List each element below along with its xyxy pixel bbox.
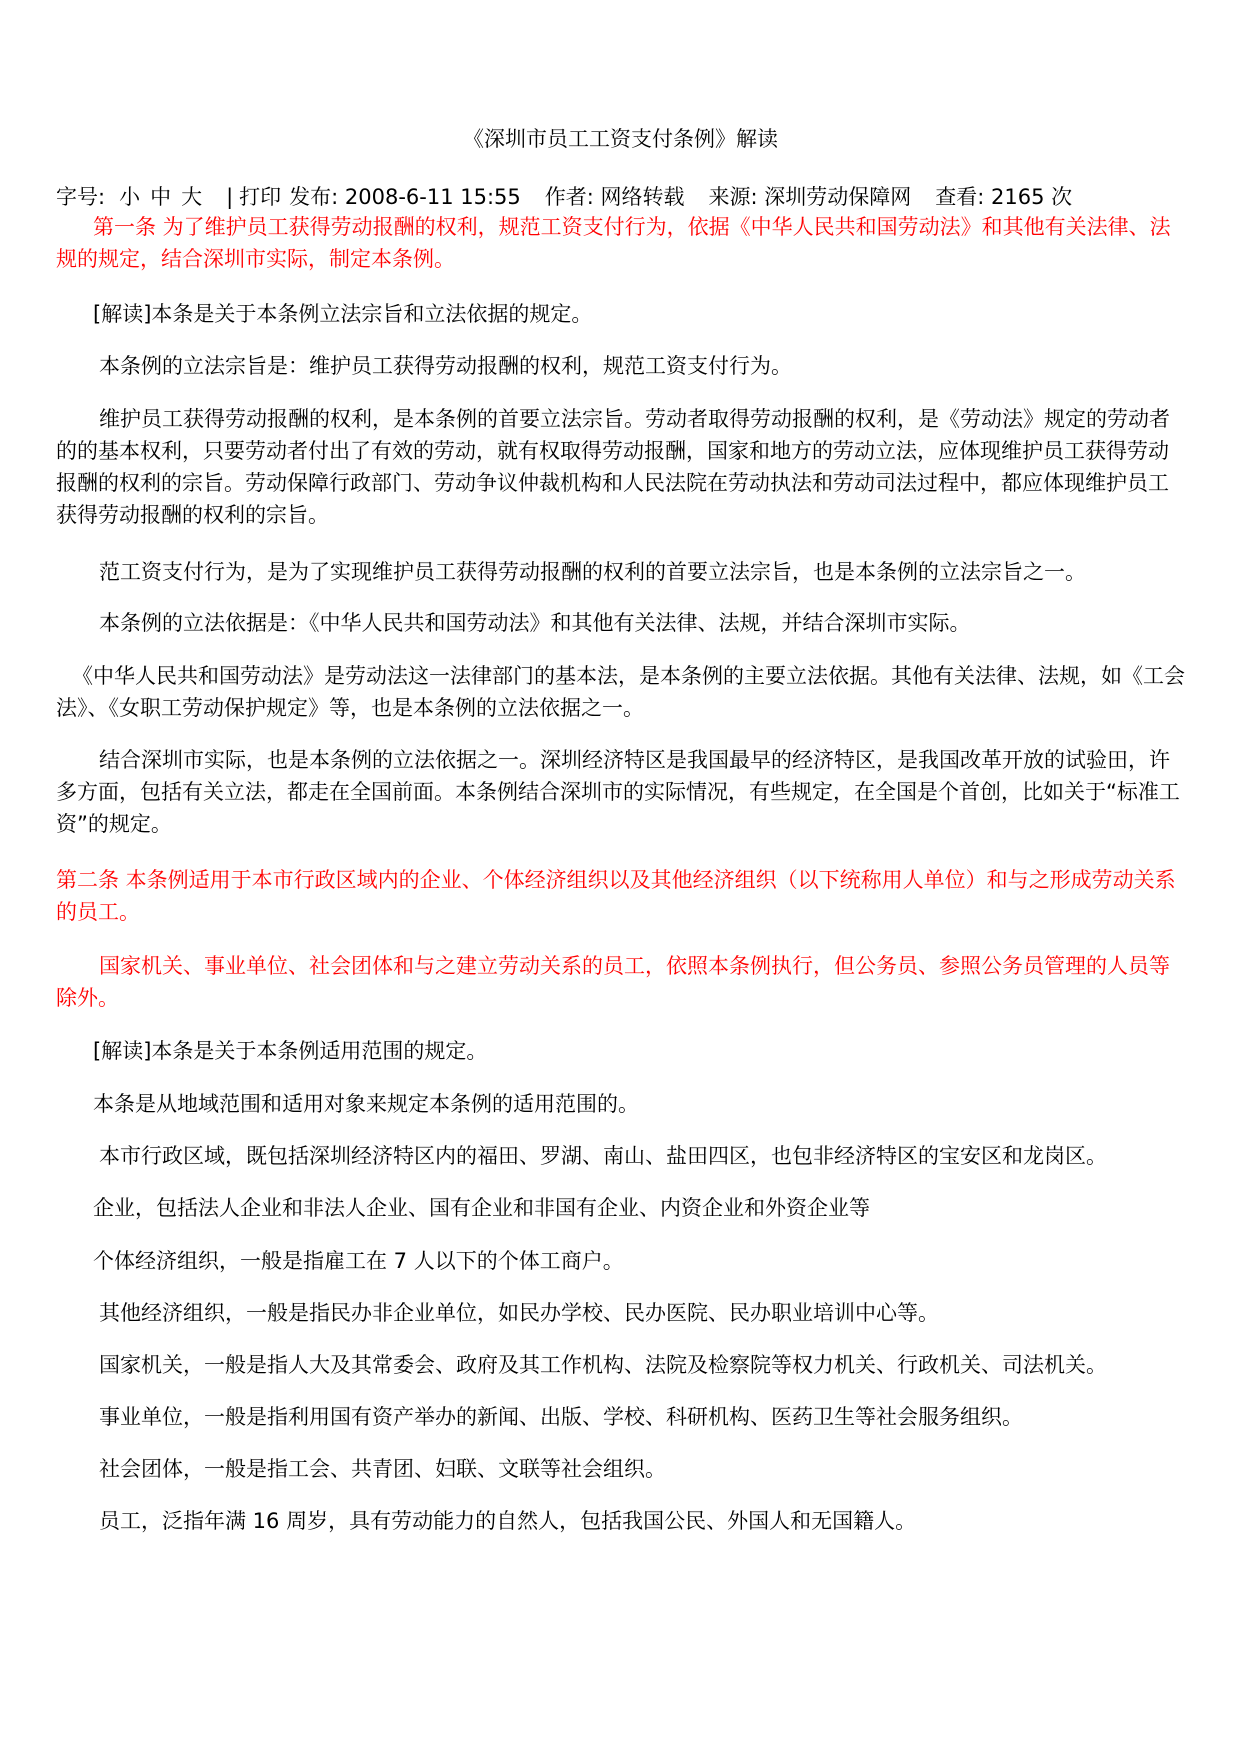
commentary-paragraph: 本条是从地域范围和适用对象来规定本条例的适用范围的。 xyxy=(93,1092,639,1116)
commentary-paragraph: 其他经济组织，一般是指民办非企业单位，如民办学校、民办医院、民办职业培训中心等。 xyxy=(99,1301,939,1325)
article-meta-bar xyxy=(56,182,1072,212)
commentary-paragraph: 本条例的立法宗旨是：维护员工获得劳动报酬的权利，规范工资支付行为。 xyxy=(99,354,792,378)
commentary-paragraph: 社会团体，一般是指工会、共青团、妇联、文联等社会组织。 xyxy=(99,1457,666,1481)
commentary-paragraph: 本条例的立法依据是：《中华人民共和国劳动法》和其他有关法律、法规，并结合深圳市实际。 xyxy=(99,611,971,635)
commentary-paragraph: 国家机关，一般是指人大及其常委会、政府及其工作机构、法院及检察院等权力机关、行政机关、司法机关。 xyxy=(99,1353,1107,1377)
article-1-text: 第一条 为了维护员工获得劳动报酬的权利，规范工资支付行为，依据《中华人民共和国劳动法》和其他有关法律、法规的规定，结合深圳市实际，制定本条例。 xyxy=(56,215,1171,271)
commentary-paragraph: 个体经济组织，一般是指雇工在 7 人以下的个体工商户。 xyxy=(93,1249,624,1273)
document-title: 《深圳市员工工资支付条例》解读 xyxy=(463,127,778,151)
article-2-text: 第二条 本条例适用于本市行政区域内的企业、个体经济组织以及其他经济组织（以下统称用人单位）和与之形成劳动关系的员工。 xyxy=(56,868,1176,924)
print-link[interactable]: 打印 xyxy=(239,185,282,209)
view-count: 查看: 2165 次 xyxy=(935,185,1073,209)
commentary-paragraph: 范工资支付行为，是为了实现维护员工获得劳动报酬的权利的首要立法宗旨，也是本条例的立法宗旨之一。 xyxy=(99,560,1086,584)
commentary-paragraph: 员工，泛指年满 16 周岁，具有劳动能力的自然人，包括我国公民、外国人和无国籍人。 xyxy=(99,1509,917,1533)
font-size-large-link[interactable]: 大 xyxy=(181,185,203,209)
commentary-paragraph: 维护员工获得劳动报酬的权利，是本条例的首要立法宗旨。劳动者取得劳动报酬的权利，是《劳动法》规定的劳动者的的基本权利，只要劳动者付出了有效的劳动，就有权取得劳动报酬，国家和地方的劳动立法，应体现维护员工获得劳动报酬的权利的宗旨。劳动保障行政部门、劳动争议仲裁机构和人民法院在劳动执法和劳动司法过程中，都应体现维护员工获得劳动报酬的权利的宗旨。 xyxy=(56,407,1170,527)
article-2-clause-2: 国家机关、事业单位、社会团体和与之建立劳动关系的员工，依照本条例执行，但公务员、参照公务员管理的人员等除外。 xyxy=(56,954,1170,1010)
font-size-medium-link[interactable]: 中 xyxy=(150,185,172,209)
commentary-paragraph: 事业单位，一般是指利用国有资产举办的新闻、出版、学校、科研机构、医药卫生等社会服务组织。 xyxy=(99,1405,1023,1429)
publish-date: 发布: 2008-6-11 15:55 xyxy=(289,185,521,209)
commentary-1-heading: [解读]本条是关于本条例立法宗旨和立法依据的规定。 xyxy=(93,302,593,326)
commentary-paragraph: 本市行政区域，既包括深圳经济特区内的福田、罗湖、南山、盐田四区，也包非经济特区的宝安区和龙岗区。 xyxy=(99,1144,1107,1168)
commentary-paragraph: 企业，包括法人企业和非法人企业、国有企业和非国有企业、内资企业和外资企业等 xyxy=(93,1196,870,1220)
source-info: 来源: 深圳劳动保障网 xyxy=(708,185,912,209)
font-size-label: 字号: xyxy=(56,185,106,209)
font-size-small-link[interactable]: 小 xyxy=(119,185,141,209)
meta-separator: | xyxy=(226,185,234,209)
commentary-paragraph: 《中华人民共和国劳动法》是劳动法这一法律部门的基本法，是本条例的主要立法依据。其他有关法律、法规，如《工会法》、《女职工劳动保护规定》等，也是本条例的立法依据之一。 xyxy=(56,664,1185,720)
commentary-2-heading: [解读]本条是关于本条例适用范围的规定。 xyxy=(93,1039,488,1063)
author-info: 作者: 网络转载 xyxy=(544,185,685,209)
commentary-paragraph: 结合深圳市实际，也是本条例的立法依据之一。深圳经济特区是我国最早的经济特区，是我国改革开放的试验田，许多方面，包括有关立法，都走在全国前面。本条例结合深圳市的实际情况，有些规定，在全国是个首创，比如关于“标准工资”的规定。 xyxy=(56,748,1180,836)
